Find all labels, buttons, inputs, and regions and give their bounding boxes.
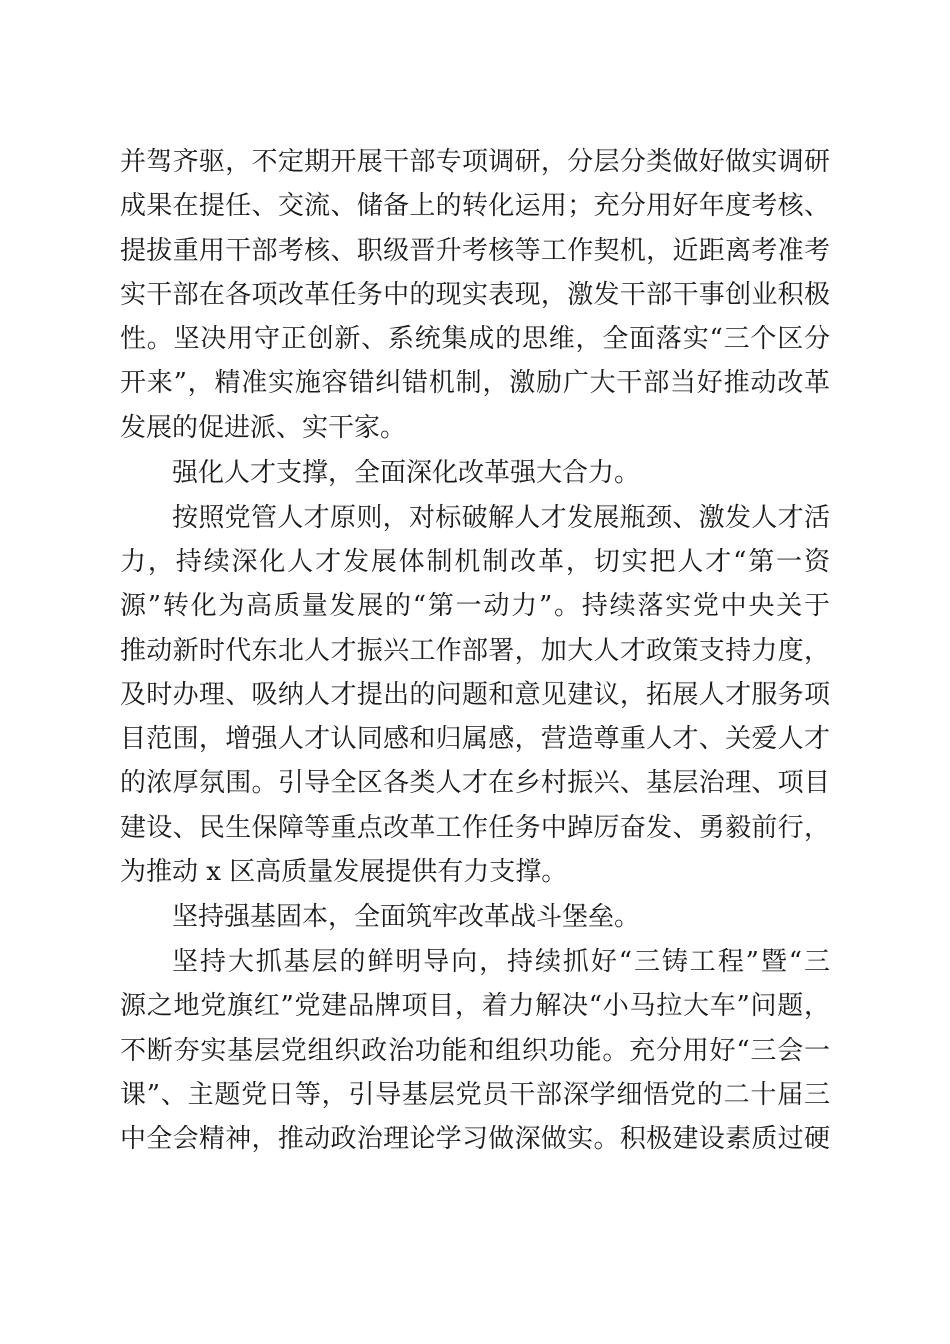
text-line-17: 为推动 x 区高质量发展提供有力支撑。	[120, 857, 568, 887]
text-line-10: 力，持续深化人才发展体制机制改革，切实把人才“第一资	[120, 547, 830, 577]
text-line-13: 及时办理、吸纳人才提出的问题和意见建议，拓展人才服务项	[120, 680, 830, 710]
text-line-1: 并驾齐驱，不定期开展干部专项调研，分层分类做好做实调研	[120, 147, 830, 177]
text-line-15: 的浓厚氛围。引导全区各类人才在乡村振兴、基层治理、项目	[120, 768, 830, 798]
text-line-14: 目范围，增强人才认同感和归属感，营造尊重人才、关爱人才	[120, 724, 830, 754]
text-line-7: 发展的促进派、实干家。	[120, 413, 407, 443]
text-line-12: 推动新时代东北人才振兴工作部署，加大人才政策支持力度，	[120, 636, 830, 666]
text-line-20: 源之地党旗红”党建品牌项目，着力解决“小马拉大车”问题，	[120, 991, 830, 1021]
text-line-9: 按照党管人才原则，对标破解人才发展瓶颈、激发人才活	[172, 503, 830, 533]
text-line-19: 坚持大抓基层的鲜明导向，持续抓好“三铸工程”暨“三	[172, 947, 830, 977]
text-line-21: 不断夯实基层党组织政治功能和组织功能。充分用好“三会一	[120, 1036, 830, 1066]
text-line-16: 建设、民生保障等重点改革工作任务中踔厉奋发、勇毅前行，	[120, 813, 830, 843]
text-line-3: 提拔重用干部考核、职级晋升考核等工作契机，近距离考准考	[120, 236, 830, 266]
text-line-4: 实干部在各项改革任务中的现实表现，激发干部干事创业积极	[120, 280, 830, 310]
text-line-11: 源”转化为高质量发展的“第一动力”。持续落实党中央关于	[120, 591, 830, 621]
text-line-22: 课”、主题党日等，引导基层党员干部深学细悟党的二十届三	[120, 1080, 830, 1110]
text-line-5: 性。坚决用守正创新、系统集成的思维，全面落实“三个区分	[120, 324, 830, 354]
text-line-6: 开来”，精准实施容错纠错机制，激励广大干部当好推动改革	[120, 368, 830, 398]
text-line-23: 中全会精神，推动政治理论学习做深做实。积极建设素质过硬	[120, 1124, 830, 1154]
text-line-2: 成果在提任、交流、储备上的转化运用；充分用好年度考核、	[120, 191, 830, 221]
section-heading-foundation: 坚持强基固本，全面筑牢改革战斗堡垒。	[172, 902, 641, 932]
section-heading-talent: 强化人才支撑，全面深化改革强大合力。	[172, 458, 641, 488]
